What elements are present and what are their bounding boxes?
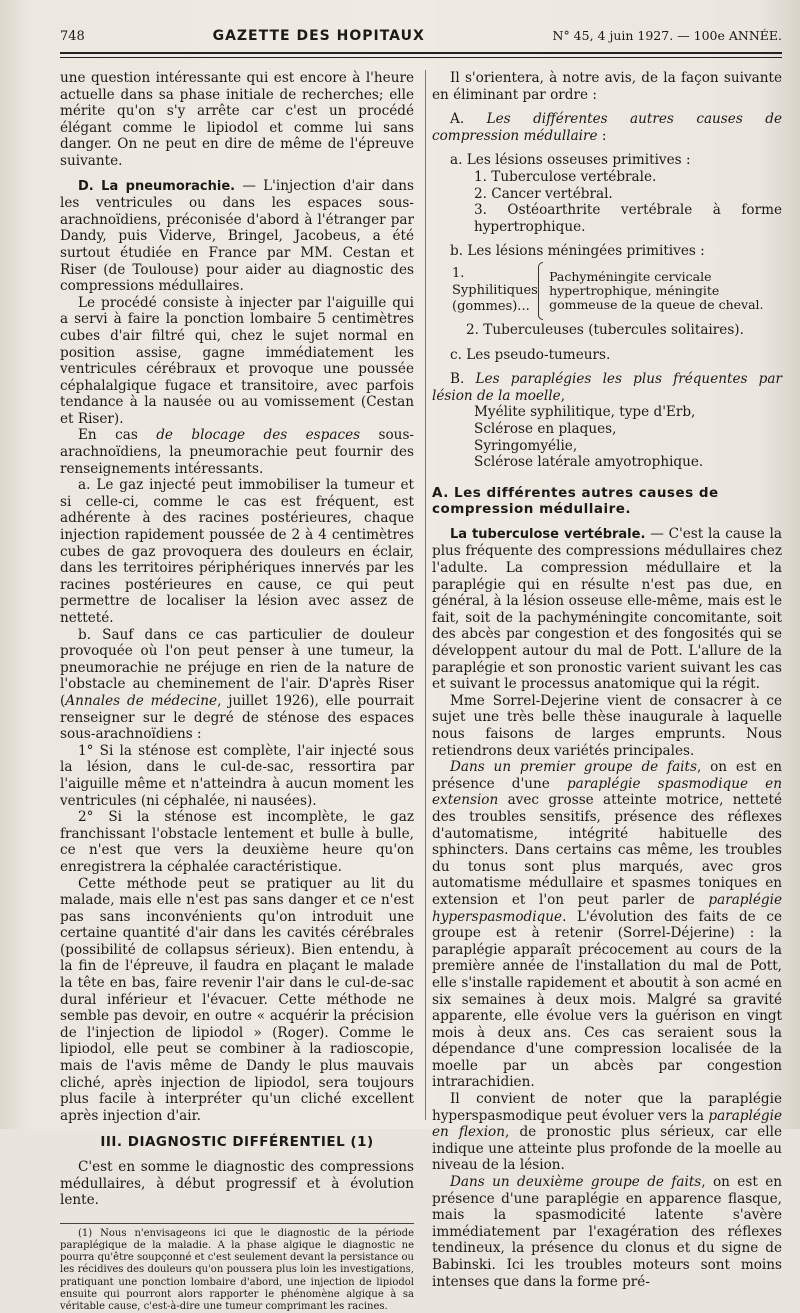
paragraph: Cette méthode peut se pratiquer au lit du malade, mais elle n'est pas sans danger et ce n'est pas sans inconvénients qu'on introduit une certaine quantité d'air dans les cavités cérébrales (possibilité de collapsus sérieux). Bien entendu, à la fin de l'épreuve, il faudra en plaçant le malade la tête en bas, faire revenir l'air dans le cul-de-sac dural inférieur et l'évacuer. Cette méthode ne semble pas devoir, en outre « acquérir la précision de l'injection de lipiodol » (Roger). Comme le lipiodol, elle peut se combiner à la radioscopie, mais de l'avis même de Dandy le plus mauvais cliché, après injection de lipiodol, sera toujours plus facile à interpréter qu'un cliché excellent après injection d'air. <box>60 875 414 1124</box>
paragraph-text: — C'est la cause la plus fréquente des compressions médullaires chez l'adulte. La compression médullaire et la paraplégie qui en résulte n'est pas due, en général, à la lésion osseuse elle-même, mais est le fait, soit de la pachyméningite concomitante, soit des abcès par congestion et des fongosités qui se développent autour du mal de Pott. L'allure de la paraplégie et son pronostic varient suivant les cas et suivant le processus anatomique qui la régit. <box>432 525 783 693</box>
outline-item: 2. Tuberculeuses (tubercules solitaires). <box>466 321 744 338</box>
paragraph-pneumorachie <box>60 178 414 295</box>
text: : <box>597 127 607 144</box>
italic-text: paraplégie hyperspasmodique <box>432 891 782 925</box>
footnote: (1) Nous n'envisageons ici que le diagnostic de la période paraplégique de la maladie. A la phase algique le diagnostic ne pourra qu'être soupçonné et c'est seulement devant la persistance ou les récidives des douleurs qu'on poussera plus loin les investigations, pratiquant une ponction lombaire d'abord, une injection de lipiodol ensuite qui pourront alors rapporter le phénomène algique à sa véritable cause, c'est-à-dire une tumeur comprimant les racines. <box>60 1227 414 1312</box>
paragraph: C'est en somme le diagnostic des compressions médullaires, à début progressif et à évolution lente. <box>60 1159 414 1209</box>
list-item: 1. Tuberculose vertébrale. <box>474 168 657 185</box>
paragraph: Mme Sorrel-Dejerine vient de consacrer à ce sujet une très belle thèse inaugurale à laquelle nous faisons de larges emprunts. Nous retiendrons deux variétés principales. <box>432 692 782 759</box>
paragraph <box>432 759 782 1091</box>
paragraph <box>432 1174 782 1290</box>
paragraph <box>60 427 414 477</box>
journal-title: GAZETTE DES HOPITAUX <box>212 28 425 44</box>
header-rule-thin <box>60 57 782 58</box>
outline-heading-a <box>432 111 782 144</box>
outline-item: c. Les pseudo-tumeurs. <box>450 346 611 363</box>
text: B. <box>450 371 476 388</box>
list-item: Sclérose en plaques, <box>474 420 617 437</box>
list-item: 2. Cancer vertébral. <box>474 185 613 202</box>
osseuses-list <box>432 169 782 235</box>
paragraph <box>432 1091 782 1174</box>
italic-text: Annales de médecine <box>65 692 218 709</box>
paragraph: 1° Si la sténose est complète, l'air injecté sous la lésion, dans le cul-de-sac, ressortira par l'aiguille même et n'atteindra à aucun moment les ventricules (ni céphalée, ni nausées). <box>60 742 414 809</box>
italic-text: Les paraplégies les plus fréquentes par lésion de la moelle <box>432 371 782 404</box>
italic-text: Les différentes autres causes de compression médullaire <box>432 111 782 144</box>
outline-item: a. Les lésions osseuses primitives : <box>450 152 691 169</box>
paragraph: Il s'orientera, à notre avis, de la façon suivante en éliminant par ordre : <box>432 70 782 103</box>
subheading: D. La pneumorachie. <box>78 178 236 194</box>
right-column <box>432 70 782 1290</box>
running-header <box>60 28 782 50</box>
list-item: Sclérose latérale amyotrophique. <box>474 454 704 471</box>
subheading: La tuberculose vertébrale. <box>450 526 646 542</box>
paragraph: Le procédé consiste à injecter par l'aiguille qui a servi à faire la ponction lombaire 5 centimètres cubes d'air filtré qui, chez le sujet normal en position assise, gagne immédiatement les ventricules cérébraux et provoque une poussée céphalalgique fugace et transitoire, avec parfois tendance à la nausée ou au vomissement (Cestan et Riser). <box>60 294 414 427</box>
syphilitic-group <box>452 262 782 320</box>
paragraph-tuberculose <box>432 526 782 693</box>
text: avec grosse atteinte motrice, netteté des troubles sensitifs, présence des réflexes d'automatisme, intégrité habituelle des sphincters. Dans certains cas même, les troubles du tonus sont plus marqués, avec gros automatisme médullaire et spasmes toniques en extension et l'on peut parler de <box>432 792 782 908</box>
italic-text: Dans un premier groupe de faits <box>450 759 697 776</box>
left-column <box>60 70 414 1313</box>
text: b. Sauf dans ce cas particulier de douleur provoquée où l'on peut penser à une tumeur, la pneumorachie ne préjuge en rien de la nature de l'obstacle au cheminement de l'air. D'après Riser ( <box>60 626 414 709</box>
italic-text: paraplégie spasmodique en extension <box>432 775 782 809</box>
text: En cas <box>78 427 157 444</box>
header-rule-thick <box>60 52 782 54</box>
list-item: 3. Ostéoarthrite vertébrale à forme hypertrophique. <box>474 202 782 235</box>
brace <box>538 262 543 320</box>
text: , <box>560 387 566 404</box>
section-heading: A. Les différentes autres causes de compression médullaire. <box>432 484 719 518</box>
list-item: Syringomyélie, <box>474 437 578 454</box>
paragraph <box>60 627 414 743</box>
italic-text: Dans un deuxième groupe de faits <box>450 1174 702 1191</box>
issue-info: N° 45, 4 juin 1927. — 100e ANNÉE. <box>552 28 782 43</box>
paragraph: 2° Si la sténose est incomplète, le gaz franchissant l'obstacle lentement et bulle à bulle, ce n'est que vers la deuxième heure qu'on enregistrera la céphalée caractéristique. <box>60 809 414 875</box>
text: , on est en présence d'une <box>432 759 782 792</box>
outline-item: b. Les lésions méningées primitives : <box>450 243 705 260</box>
paragraph: a. Le gaz injecté peut immobiliser la tumeur et si celle-ci, comme le cas est fréquent, est adhérente à des racines postérieures, chaque injection rapidement poussée de 2 à 4 centimètres cubes de gaz provoquera des douleurs en éclair, dans les territoires périphériques innervés par les racines postérieures en cause, ce qui peut permettre de localiser la lésion avec assez de netteté. <box>60 477 414 626</box>
column-divider <box>425 70 426 1120</box>
text: . L'évolution des faits de ce groupe est à retenir (Sorrel-Déjerine) : la paraplégie apparaît précocement au cours de la première année de l'installation du mal de Pott, elle s'installe rapidement et aboutit à son acmé en six semaines à deux mois. Malgré sa gravité apparente, elle évolue vers la guérison en vingt mois à deux ans. Ces cas seraient sous la dépendance d'une compression localisée de la moelle par un abcès par congestion intrarachidien. <box>432 908 782 1091</box>
text: A. <box>450 111 487 128</box>
footnote-rule <box>60 1223 414 1224</box>
text: , on est en présence d'une paraplégie en apparence flasque, mais la spasmodicité latente s'avère immédiatement par l'exagération des réflexes tendineux, la présence du clonus et du signe de Babinski. Ici les troubles moteurs sont moins intenses que dans la forme pré- <box>432 1174 782 1290</box>
paragraph: une question intéressante qui est encore à l'heure actuelle dans sa phase initiale de recherches; elle mérite qu'on s'y arrête car c'est un procédé élégant comme le lipiodol et comme lui sans danger. On ne peut en dire de même de l'épreuve suivante. <box>60 70 414 169</box>
syphilitic-label: 1. Syphilitiques (gommes)... <box>452 266 538 315</box>
paraplegia-list <box>432 404 782 470</box>
text: Il convient de noter que la paraplégie hyperspasmodique peut évoluer vers la <box>432 1091 782 1124</box>
text: sous-arachnoïdiens, la pneumorachie peut fournir des renseignements intéressants. <box>60 427 415 477</box>
paragraph-text: — L'injection d'air dans les ventricules ou dans les espaces sous-arachnoïdiens, préconisée d'abord à l'étranger par Dandy, puis Viderve, Bringel, Jacobeus, a été surtout étudiée en France par MM. Cestan et Riser (de Toulouse) pour aider au diagnostic des compressions médullaires. <box>60 177 414 295</box>
italic-text: de blocage des espaces <box>156 427 361 444</box>
section-heading: III. DIAGNOSTIC DIFFÉRENTIEL (1) <box>100 1134 374 1151</box>
italic-text: paraplégie en flexion <box>432 1107 782 1141</box>
outline-heading-b <box>432 371 782 404</box>
page-number: 748 <box>60 29 85 44</box>
text: , juillet 1926), elle pourrait renseigner sur le degré de sténose des espaces sous-arachnoïdiens : <box>60 692 414 743</box>
syphilitic-description: Pachyméningite cervicale hypertrophique, méningite gommeuse de la queue de cheval. <box>549 268 764 312</box>
list-item: Myélite syphilitique, type d'Erb, <box>474 404 696 421</box>
text: , de pronostic plus sérieux, car elle indique une atteinte plus profonde de la moelle au niveau de la lésion. <box>432 1124 783 1174</box>
